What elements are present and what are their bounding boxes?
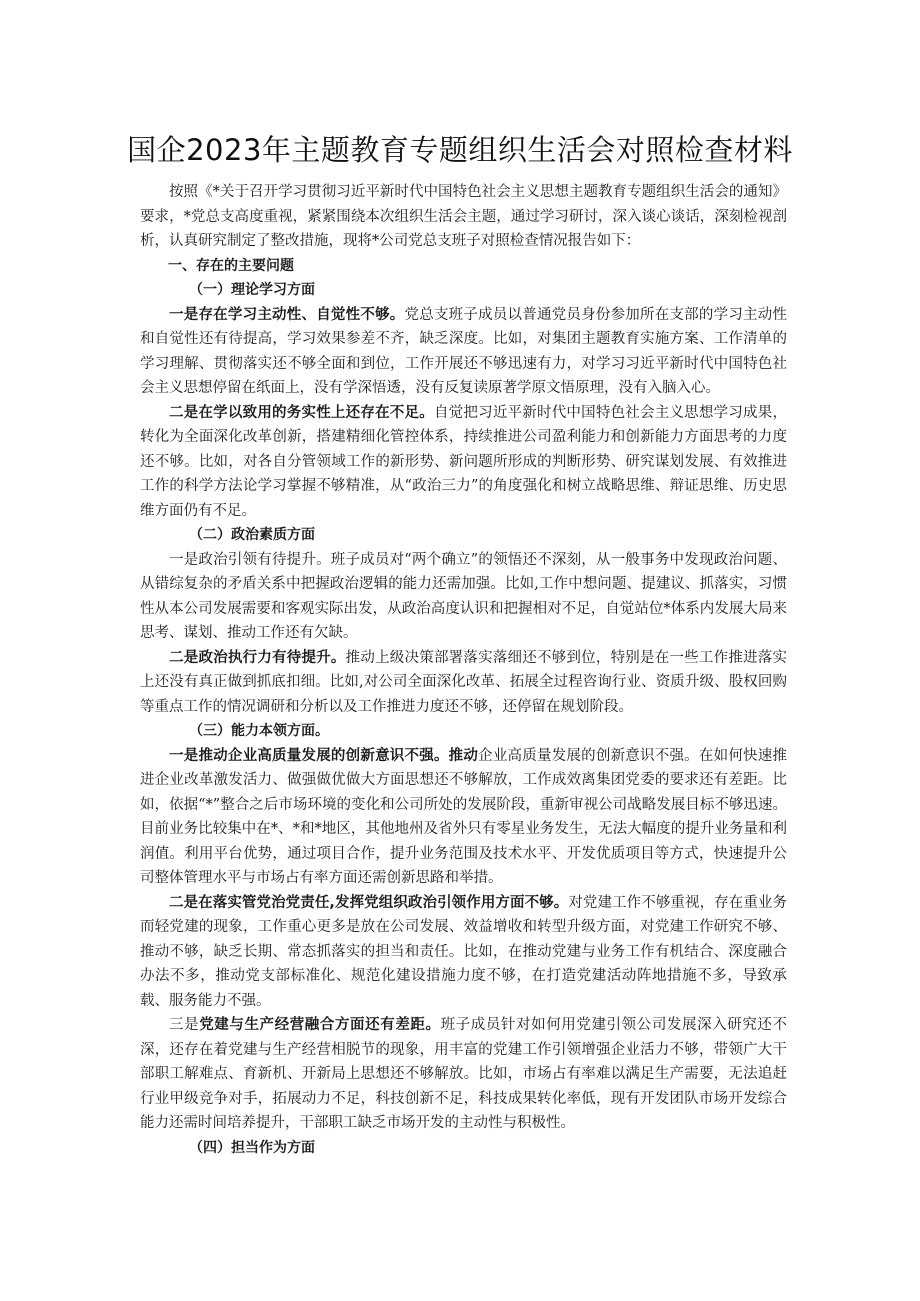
paragraph-text: 自觉把习近平新时代中国特色社会主义思想学习成果，转化为全面深化改革创新，搭建精细化管控体系，持续推进公司盈利能力和创新能力方面思考的力度还不够。比如，对各自分管领域工作的新形势、新问题所形成的判断形势、研究谋划发展、有效推进工作的科学方法论学习掌握不够精准，从“政治三力”的角度强化和树立战略思维、辩证思维、历史思维方面仍有不足。 xyxy=(140,404,787,519)
paragraph-lead: 二是在学以致用的务实性上还存在不足。 xyxy=(169,404,434,421)
intro-paragraph: 按照《*关于召开学习贯彻习近平新时代中国特色社会主义思想主题教育专题组织生活会的通知》要求，*党总支高度重视，紧紧围绕本次组织生活会主题，通过学习研讨，深入谈心谈话，深刻检视剖析，认真研究制定了整改措施，现将*公司党总支班子对照检查情况报告如下： xyxy=(140,184,787,249)
paragraph-lead: 党建与生产经营融合方面还有差距。 xyxy=(199,1017,441,1033)
section-heading: 一、存在的主要问题 xyxy=(168,257,294,274)
document-title: 国企2023年主题教育专题组织生活会对照检查材料 xyxy=(127,133,793,167)
paragraph-text: 对党建工作不够重视，存在重业务而轻党建的现象，工作重心更多是放在公司发展、效益增收和转型升级方面，对党建工作研究不够、推动不够，缺乏长期、常态抓落实的担当和责任。比如，在推动党建与业务工作有机结合、深度融合办法不多，推动党支部标准化、规范化建设措施力度不够，在打造党建活动阵地措施不多，导致承载、服务能力不强。 xyxy=(140,894,788,1009)
document-body xyxy=(140,180,787,1160)
paragraph xyxy=(140,401,787,524)
paragraph-lead: 二是在落实管党治党责任,发挥党组织政治引领作用方面不够。 xyxy=(169,894,569,911)
paragraph xyxy=(140,548,787,646)
paragraph xyxy=(140,646,787,720)
paragraph-text: 推动上级决策部署落实落细还不够到位，特别是在一些工作推进落实上还没有真正做到抓底扣细。比如,对公司全面深化改革、拓展全过程咨询行业、资质升级、股权回购等重点工作的情况调研和分析以及工作推进力度还不够，还停留在规划阶段。 xyxy=(140,649,788,715)
subsection-heading: （一）理论学习方面 xyxy=(189,282,315,298)
paragraph-lead: 一是推动企业高质量发展的创新意识不强。推动 xyxy=(169,747,479,764)
subsection-heading: （三）能力本领方面。 xyxy=(189,723,329,739)
paragraph-prefix: 三是 xyxy=(169,1017,200,1033)
paragraph-text: 企业高质量发展的创新意识不强。在如何快速推进企业改革激发活力、做强做优做大方面思想还不够解放，工作成效离集团党委的要求还有差距。比如，依据“*”整合之后市场环境的变化和公司所处的发展阶段，重新审视公司战略发展目标不够迅速。目前业务比较集中在*、*和*地区，其他地州及省外只有零星业务发生，无法大幅度的提升业务量和利润值。利用平台优势，通过项目合作，提升业务范围及技术水平、开发优质项目等方式，快速提升公司整体管理水平与市场占有率方面还需创新思路和举措。 xyxy=(140,747,787,886)
paragraph xyxy=(140,744,787,891)
paragraph xyxy=(140,303,787,401)
paragraph xyxy=(140,1013,787,1136)
paragraph xyxy=(140,891,787,1014)
paragraph-text: 班子成员针对如何用党建引领公司发展深入研究还不深，还存在着党建与生产经营相脱节的现象，用丰富的党建工作引领增强企业活力不够，带领广大干部职工解难点、育新机、开新局上思想还不够解放。比如，市场占有率难以满足生产需要，无法追赶行业甲级竞争对手，拓展动力不足，科技创新不足，科技成果转化率低，现有开发团队市场开发综合能力还需时间培养提升，干部职工缺乏市场开发的主动性与积极性。 xyxy=(140,1017,788,1131)
paragraph-lead: 一是存在学习主动性、自觉性不够。 xyxy=(169,306,405,323)
subsection-heading: （四）担当作为方面 xyxy=(189,1139,315,1156)
paragraph-text: 一是政治引领有待提升。班子成员对“两个确立”的领悟还不深刻，从一般事务中发现政治问题、从错综复杂的矛盾关系中把握政治逻辑的能力还需加强。比如,工作中想问题、提建议、抓落实，习惯性从本公司发展需要和客观实际出发，从政治高度认识和把握相对不足，自觉站位*体系内发展大局来思考、谋划、推动工作还有欠缺。 xyxy=(140,551,787,641)
subsection-heading: （二）政治素质方面 xyxy=(189,527,315,543)
paragraph-lead: 二是政治执行力有待提升。 xyxy=(169,649,346,666)
paragraph-text: 党总支班子成员以普通党员身份参加所在支部的学习主动性和自觉性还有待提高，学习效果参差不齐，缺乏深度。比如，对集团主题教育实施方案、工作清单的学习理解、贯彻落实还不够全面和到位，工作开展还不够迅速有力，对学习习近平新时代中国特色社会主义思想停留在纸面上，没有学深悟透，没有反复读原著学原文悟原理，没有入脑入心。 xyxy=(140,306,788,396)
